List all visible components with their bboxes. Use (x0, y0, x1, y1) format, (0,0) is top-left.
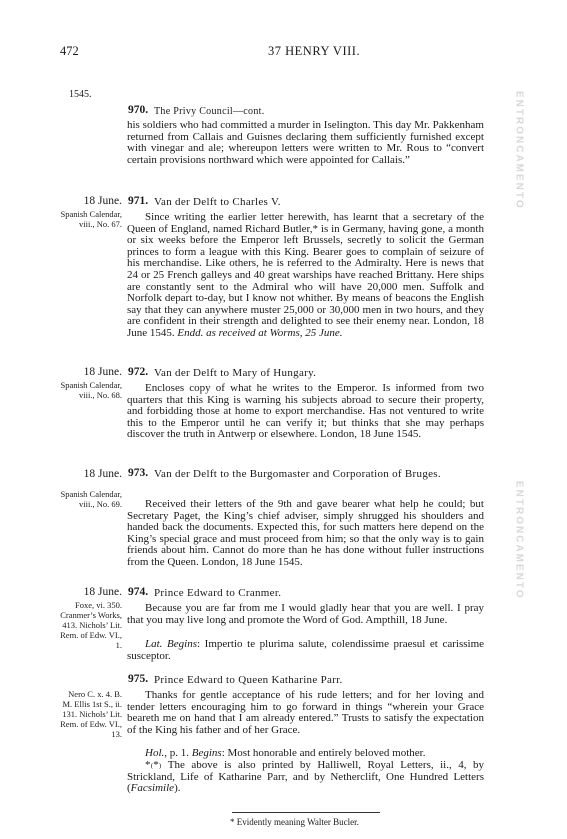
entry-title: The Privy Council—cont. (154, 106, 265, 117)
entry-number: 973. (128, 467, 149, 479)
begins-label: Begins (167, 638, 197, 650)
entry-sidenote (58, 469, 122, 509)
entry-sidenote (58, 367, 122, 400)
year-label: 1545. (69, 89, 92, 100)
entry-sidenote (58, 689, 122, 739)
watermark-stamp: ENTRONCAMENTO (513, 90, 525, 210)
entry-text: his soldiers who had committed a murder in Iselington. This day Mr. Pakkenham returned from Callais and Guisnes declaring them sufficiently furnished except with vinegar and ale; whereupon letters were written to Mr. Rous to “convert certain provisions northward which were appointed for Callais.” (127, 119, 484, 166)
entry-text: Received their letters of the 9th and gave bearer what help he could; but Secretary Paget, the King’s chief adviser, simply shrugged his shoulders and handed back the documents. Expected this, for such matters here depend on the King’s special grace and must proceed from him; so that the only way is to gain friends about him. Cannot do more than he has done without fuller instructions from the Queen. London, 18 June 1545. (127, 498, 484, 568)
entry-date: 18 June. (83, 366, 122, 378)
latin-incipit (127, 639, 484, 662)
running-title: 37 HENRY VIII. (268, 44, 361, 58)
entry-text: Encloses copy of what he writes to the Emperor. Is informed from two quarters that this King is warning his subjects abroad to secure their property, and forbidding those at home to export merchandise. Has not ventured to write this to the Emperor until he can verify it; but thinks that she may perhaps discover the truth in Antwerp or elsewhere. London, 18 June 1545. (127, 382, 484, 441)
holograph-note (127, 748, 484, 760)
entry-number: 972. (128, 366, 149, 378)
latin-text: : Impertio te plurima salute, colendissime praesul et carissime susceptor. (127, 638, 485, 662)
entry-text: Thanks for gentle acceptance of his rude letters; and for her loving and tender letters encouraging him to go forward in things “wherein your Grace beareth me on hand that I am already entered.” Trusts to satisfy the expectation of the King his father and of her Grace. (127, 689, 484, 736)
note-mark: *₍*₎ (145, 759, 162, 771)
entry-reference: Foxe, vi. 350. Cranmer’s Works, 413. Nichols’ Lit. Rem. of Edw. VI., 1. (60, 600, 122, 650)
entry-number: 971. (128, 195, 149, 207)
entry-number: 970. (128, 104, 149, 116)
page-number: 472 (60, 44, 79, 58)
entry-reference: Spanish Calendar, viii., No. 68. (60, 380, 122, 400)
entry-reference: Spanish Calendar, viii., No. 69. (60, 489, 122, 509)
hol-label: Hol. (145, 747, 165, 759)
lat-label: Lat. (145, 638, 163, 650)
hol-begins-label: Begins (191, 747, 222, 759)
note-italic: Facsimile (130, 782, 175, 795)
endorsement: Endd. as received at Worms, 25 June. (177, 326, 343, 339)
entry-title: Van der Delft to the Burgomaster and Corporation of Bruges. (154, 468, 441, 480)
entry-sidenote (58, 196, 122, 229)
entry-paragraph: Since writing the earlier letter herewith, has learnt that a secretary of the Queen of England, named Richard Butler,* is in Germany, having gone, a month or six weeks before the Emperor left Brussels, secretly to solicit the German princes to form a league with this King. Bearer goes to complain of seizure of his merchandise. Like others, he is referred to the Admiralty. Here is news that 24 or 25 French galleys and 40 great warships have reached Brittany. Here ships are constantly sent to the Admiral who will have 20,000 men. Suffolk and Norfolk depart to-day, but I know not whither. By means of beacons the English say that they can anywhere muster 25,000 or 30,000 men in two hours, and they are confident in their strength and delighted to see their enemy near. London, 18 June 1545. (127, 211, 484, 339)
hol-text: : Most honorable and entirely beloved mother. (221, 747, 426, 759)
note-text: The above is also printed by Halliwell, Royal Letters, ii., 4, by Strickland, Life of Katharine Parr, and by Netherclift, One Hundred Letters ( (127, 759, 484, 795)
entry-title: Van der Delft to Charles V. (154, 196, 281, 208)
entry-title: Van der Delft to Mary of Hungary. (154, 367, 317, 379)
watermark-stamp: ENTRONCAMENTO (513, 480, 525, 600)
entry-title: Prince Edward to Queen Katharine Parr. (154, 674, 343, 686)
entry-reference: Nero C. x. 4. B. M. Ellis 1st S., ii. 131. Nichols’ Lit. Rem. of Edw. VI., 13. (60, 689, 122, 739)
entry-text: Because you are far from me I would gladly hear that you are well. I pray that you may live long and promote the Word of God. Ampthill, 18 June. (127, 602, 484, 626)
note-end: ). (174, 782, 181, 795)
entry-sidenote (58, 587, 122, 650)
footnote-rule (232, 812, 380, 813)
entry-text (127, 212, 484, 340)
editorial-note (127, 760, 484, 795)
entry-date: 18 June. (83, 468, 122, 480)
hol-page: , p. 1. (164, 747, 189, 759)
entry-number: 975. (128, 673, 149, 685)
entry-date: 18 June. (83, 195, 122, 207)
entry-number: 974. (128, 586, 149, 598)
footnote: * Evidently meaning Walter Bucler. (230, 817, 359, 827)
entry-reference: Spanish Calendar, viii., No. 67. (60, 209, 122, 229)
entry-title: Prince Edward to Cranmer. (154, 587, 282, 599)
entry-date: 18 June. (83, 586, 122, 598)
